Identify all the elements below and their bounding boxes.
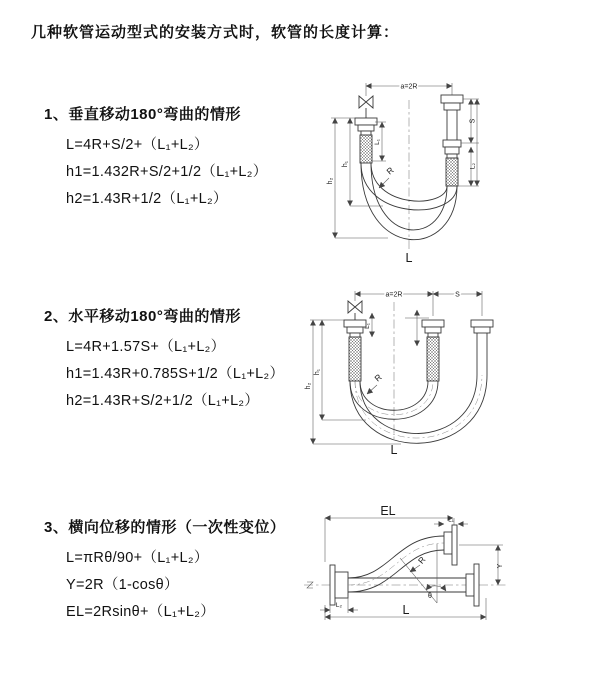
length-label: L [390,443,398,457]
formula-line: L=πRθ/90+（L₁+L₂） [66,550,209,566]
valve-icon [348,301,362,320]
braided-hose-section [349,337,361,381]
diagram-horizontal-180-bend [306,280,594,458]
braided-hose-section [427,337,439,381]
dim-label-a2r: a=2R [385,291,403,299]
length-label: L [402,603,410,617]
formula-line: h2=1.43R+S/2+1/2（L₁+L₂） [66,393,260,409]
dim-label-s: S [455,291,460,299]
page-title: 几种软管运动型式的安装方式时，软管的长度计算： [31,24,400,41]
formula-line: L=4R+1.57S+（L₁+L₂） [66,339,226,355]
formula-line: h2=1.43R+1/2（L₁+L₂） [66,191,228,207]
section-3-heading: 3、横向位移的情形（一次性变位） [44,519,286,536]
hose-s-curve [348,536,444,592]
dim-label-l2: L₂ [335,602,343,609]
dim-label-el: EL [380,504,396,518]
braided-hose-section [360,135,372,163]
dim-label-h2: h₂ [305,382,312,390]
section-1 [44,103,324,209]
radius-label: R [415,554,428,566]
formula-line: EL=2Rsinθ+（L₁+L₂） [66,604,216,620]
formula-line: h1=1.432R+S/2+1/2（L₁+L₂） [66,164,268,180]
section-1-heading: 1、垂直移动180°弯曲的情形 [44,106,241,123]
valve-icon [359,96,373,118]
theta-angle [400,544,446,603]
diagram-vertical-180-bend [313,66,591,264]
dim-label-s: S [469,118,477,124]
dim-label-y: Y [497,563,504,569]
formula-line: h1=1.43R+0.785S+1/2（L₁+L₂） [66,366,285,382]
dim-label-l1: L₁ [374,139,381,145]
dim-label-l1: L₁ [448,516,454,524]
dim-label-h1: h₁ [342,160,349,168]
theta-label: θ [428,593,432,600]
formula-line: Y=2R（1-cosθ） [66,577,179,593]
dim-label-a2r: a=2R [400,83,418,91]
dim-label-l1: L₁ [364,323,371,329]
braided-hose-section [446,158,458,186]
radius-label: R [384,164,396,177]
diagram-lateral-displacement [296,498,598,646]
radius-label: R [372,371,384,384]
section-2-heading: 2、水平移动180°弯曲的情形 [44,308,241,325]
hose-u-bends [350,375,487,443]
dim-label-l2: L₂ [469,162,477,170]
section-2 [44,305,324,411]
formula-line: L=4R+S/2+（L₁+L₂） [66,137,209,153]
section-3 [44,516,324,622]
dim-label-h2: h₂ [327,177,334,185]
dim-label-h1: h₁ [314,368,321,376]
length-label: L [405,251,413,265]
